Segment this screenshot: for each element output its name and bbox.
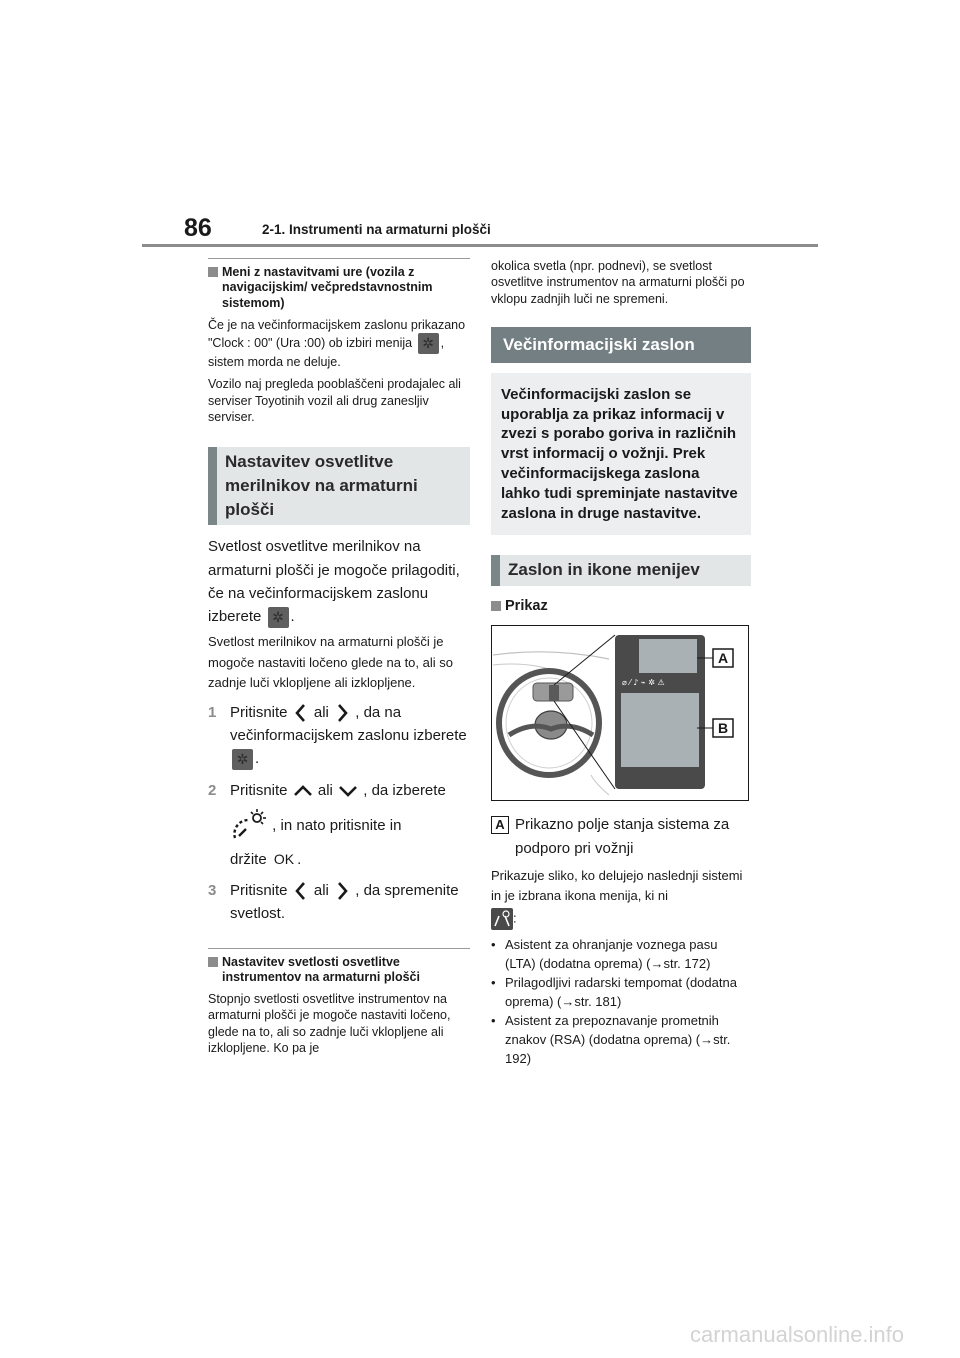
gauge-intro-paragraph [208, 535, 470, 628]
gauge-intro-end: . [290, 608, 295, 626]
watermark-text: carmanualsonline.info [690, 1322, 905, 1347]
callout-b-label: B [717, 720, 729, 737]
page-number: 86 [184, 214, 212, 242]
step-text: ali [313, 703, 329, 721]
clock-menu-heading-text: Meni z nastavitvami ure (vozila z navigacijskim/ večpredstavnostnim sistemom) [222, 265, 433, 310]
menu-icons-row: ⌀ ⁄ ♪ ⌁ ✲ ⚠ [622, 678, 665, 688]
settings-gear-icon [232, 749, 253, 770]
mid-description-box: Večinformacijski zaslon se uporablja za prikaz informacij v zvezi s porabo goriva in različnih vrst informacij o vožnji. Prek večinformacijskega zaslona lahko tudi spreminjate nastavitve zaslona in druge nastavitve. [491, 373, 751, 536]
list-item [491, 1012, 751, 1069]
left-column [208, 258, 470, 1056]
right-column [491, 258, 751, 1069]
list-item-text: Asistent za prepoznavanje prometnih znakov (RSA) (dodatna oprema) (→str. 192) [505, 1012, 731, 1066]
callout-a-detail: Prikazuje sliko, ko delujejo naslednji sistemi in je izbrana ikona menija, ki ni [491, 867, 743, 903]
driving-support-icon [491, 908, 513, 930]
system-list [491, 936, 751, 1069]
callout-a-label: A [717, 650, 729, 667]
clock-menu-text-a: Če je na večinformacijskem zaslonu prikazano "Clock : 00" (Ura :00) ob izbiri menija [208, 317, 466, 350]
gauge-note-paragraph: Svetlost merilnikov na armaturni plošči je mogoče nastaviti ločeno glede na to, ali so zadnje luči vklopljene ali izklopljene. [208, 634, 453, 690]
chapter-title: 2-1. Instrumenti na armaturni plošči [262, 222, 491, 237]
divider [208, 258, 470, 259]
step-text: , da izberete [363, 781, 446, 799]
step-1 [208, 701, 470, 771]
clock-menu-text-b: , sistem morda ne deluje. [208, 335, 445, 369]
callout-a-text: Prikazno polje stanja sistema za podporo pri vožnji [515, 816, 730, 857]
chevron-right-icon [333, 702, 351, 724]
chevron-down-icon [337, 782, 359, 800]
list-item-text: Asistent za ohranjanje voznega pasu (LTA) (dodatna oprema) (→str. 172) [505, 937, 718, 972]
gauge-brightness-heading: Nastavitev osvetlitve merilnikov na armaturni plošči [208, 447, 470, 525]
step-text: Pritisnite [230, 882, 288, 900]
hold-text: držite [230, 850, 267, 868]
step-number: 1 [208, 703, 217, 721]
step-text: . [297, 850, 302, 868]
square-bullet-icon [208, 957, 218, 967]
step-text: ali [317, 781, 333, 799]
chevron-up-icon [292, 782, 314, 800]
bullet-dot: • [491, 937, 496, 953]
header-rule [142, 244, 818, 247]
clock-menu-heading [208, 265, 470, 311]
menu-icon-colon: : [513, 910, 517, 926]
dashboard-illustration [491, 625, 749, 801]
step-text: . [255, 750, 260, 768]
step-2-text [230, 779, 446, 872]
bullet-dot: • [491, 974, 496, 990]
brightness-heading [208, 955, 470, 986]
step-number: 3 [208, 882, 217, 900]
gauge-brightness-icon [230, 808, 268, 844]
chevron-left-icon [292, 880, 310, 902]
list-item [491, 974, 751, 1012]
step-text: Pritisnite [230, 703, 288, 721]
list-item [491, 936, 751, 974]
gauge-intro-text: Svetlost osvetlitve merilnikov na armaturni plošči je mogoče prilagoditi, če na večinformacijskem zaslonu izberete [208, 538, 460, 626]
continuation-paragraph: okolica svetla (npr. podnevi), se svetlost osvetlitve instrumentov na armaturni plošči po vklopu zadnjih luči ne spremeni. [491, 259, 745, 306]
step-2 [208, 779, 470, 872]
display-subheading [491, 598, 751, 616]
screen-icons-heading: Zaslon in ikone menijev [491, 555, 751, 585]
chevron-right-icon [333, 880, 351, 902]
settings-gear-icon [268, 607, 289, 628]
mid-heading: Večinformacijski zaslon [491, 327, 751, 363]
brightness-paragraph: Stopnjo svetlosti osvetlitve instrumentov na armaturni plošči je mogoče nastaviti ločeno, glede na to, ali so zadnje luči vklopljene ali izklopljene. Ko pa je [208, 992, 451, 1055]
step-1-text [230, 701, 470, 771]
step-text: , da na večinformacijskem zaslonu izberete [230, 703, 467, 745]
list-item-text: Prilagodljivi radarski tempomat (dodatna oprema) (→str. 181) [505, 974, 737, 1009]
menu-icon-line [491, 908, 751, 930]
square-bullet-icon [491, 601, 501, 611]
settings-gear-icon [418, 333, 439, 354]
callout-a-description [491, 813, 751, 860]
square-bullet-icon [208, 267, 218, 277]
bullet-dot: • [491, 1012, 496, 1028]
dealer-paragraph: Vozilo naj pregleda pooblaščeni prodajalec ali serviser Toyotinih vozil ali drug zanesljiv serviser. [208, 377, 461, 424]
step-text: Pritisnite [230, 781, 288, 799]
step-number: 2 [208, 781, 217, 799]
ok-button-icon: OK [273, 850, 295, 867]
step-3-text [230, 879, 470, 926]
step-text: , da spremenite svetlost. [230, 882, 459, 923]
step-3 [208, 879, 470, 926]
chevron-left-icon [292, 702, 310, 724]
callout-a-box: A [491, 816, 509, 834]
clock-menu-paragraph [208, 317, 470, 371]
display-subheading-text: Prikaz [505, 597, 548, 614]
step-text: ali [313, 882, 329, 900]
divider [208, 948, 470, 949]
brightness-heading-text: Nastavitev svetlosti osvetlitve instrumentov na armaturni plošči [222, 954, 420, 984]
step-text: , in nato pritisnite in [272, 816, 402, 834]
